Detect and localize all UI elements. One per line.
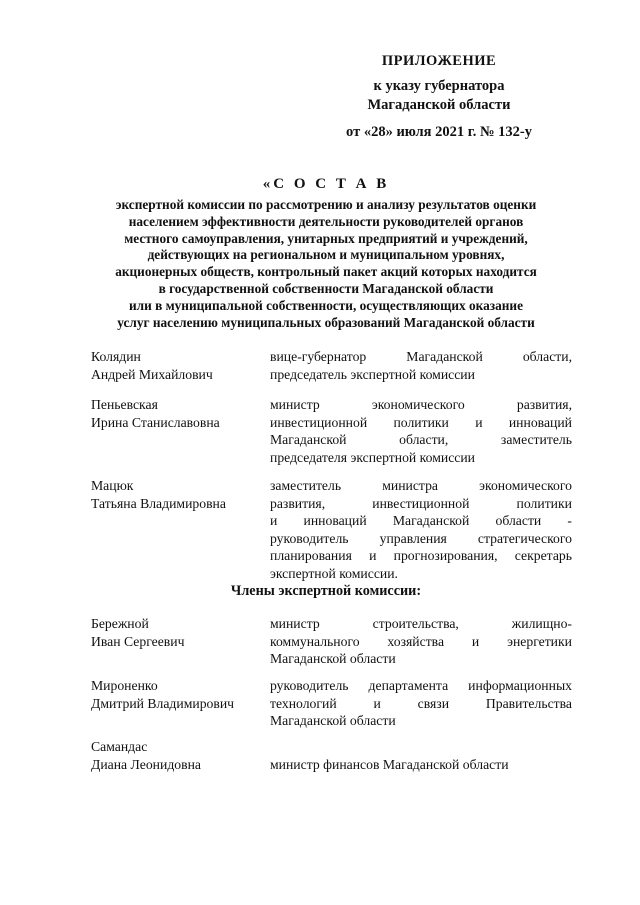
role-line: министр строительства, жилищно- [270,616,572,631]
appendix-line-2: Магаданской области [367,97,511,113]
person-given-name: Андрей Михайлович [91,366,213,382]
person-role [270,677,572,730]
role-line: и инноваций Магаданской области - [270,513,572,529]
person-role [270,348,572,383]
person-surname: Колядин [91,349,141,364]
person-surname: Мацюк [91,478,134,493]
person-given-name: Ирина Станиславовна [91,414,220,430]
document-subtitle [80,197,572,331]
person-name [91,615,266,650]
role-line: коммунального хозяйства и энергетики [270,633,572,649]
subtitle-line: экспертной комиссии по рассмотрению и анализу результатов оценки [115,197,537,212]
person-surname: Пеньевская [91,397,158,412]
person-given-name: Татьяна Владимировна [91,495,226,511]
person-given-name: Диана Леонидовна [91,756,201,772]
subtitle-line: населением эффективности деятельности руководителей органов [128,213,524,229]
person-name [91,477,266,512]
role-line: экспертной комиссии. [270,565,398,581]
subtitle-line: действующих на региональном и муниципальном уровнях, [147,247,505,263]
subtitle-line: акционерных обществ, контрольный пакет акций которых находится [115,264,537,280]
person-surname: Самандас [91,739,148,754]
person-surname: Мироненко [91,678,158,693]
role-line: развития, инвестиционной политики [270,495,572,511]
role-line: инвестиционной политики и инноваций [270,414,572,430]
role-line: планирования и прогнозирования, секретарь [270,548,572,564]
members-heading: Члены экспертной комиссии: [230,583,422,599]
role-line: технологий и связи Правительства [270,695,572,711]
role-line: руководитель департамента информационных [270,678,572,693]
person-name [91,677,266,712]
person-role [270,756,572,774]
subtitle-line: местного самоуправления, унитарных предприятий и учреждений, [124,230,528,246]
appendix-block [330,52,548,142]
role-line: Магаданской области, заместитель [270,432,572,448]
person-role [270,396,572,466]
subtitle-line: в государственной собственности Магаданской области [158,280,494,296]
person-name [91,738,266,773]
role-line: Магаданской области [270,713,396,729]
role-line: заместитель министра экономического [270,478,572,493]
appendix-date: от «28» июля 2021 г. № 132-у [346,124,532,140]
role-line: председателя экспертной комиссии [270,449,475,465]
person-given-name: Дмитрий Владимирович [91,695,235,711]
appendix-line-1: к указу губернатора [373,78,505,94]
role-line: министр финансов Магаданской области [270,756,509,772]
person-given-name: Иван Сергеевич [91,633,185,649]
person-name [91,396,266,431]
subtitle-line: услуг населению муниципальных образований Магаданской области [117,314,535,330]
role-line: вице-губернатор Магаданской области, [270,349,572,364]
role-line: министр экономического развития, [270,397,572,412]
person-role [270,477,572,583]
role-line: Магаданской области [270,651,396,667]
person-role [270,615,572,668]
role-line: председатель экспертной комиссии [270,366,475,382]
subtitle-line: или в муниципальной собственности, осуществляющих оказание [128,297,523,313]
person-surname: Бережной [91,616,149,631]
document-title: «С О С Т А В [262,176,390,192]
appendix-heading: ПРИЛОЖЕНИЕ [381,53,497,69]
person-name [91,348,266,383]
role-line: руководитель управления стратегического [270,530,572,546]
